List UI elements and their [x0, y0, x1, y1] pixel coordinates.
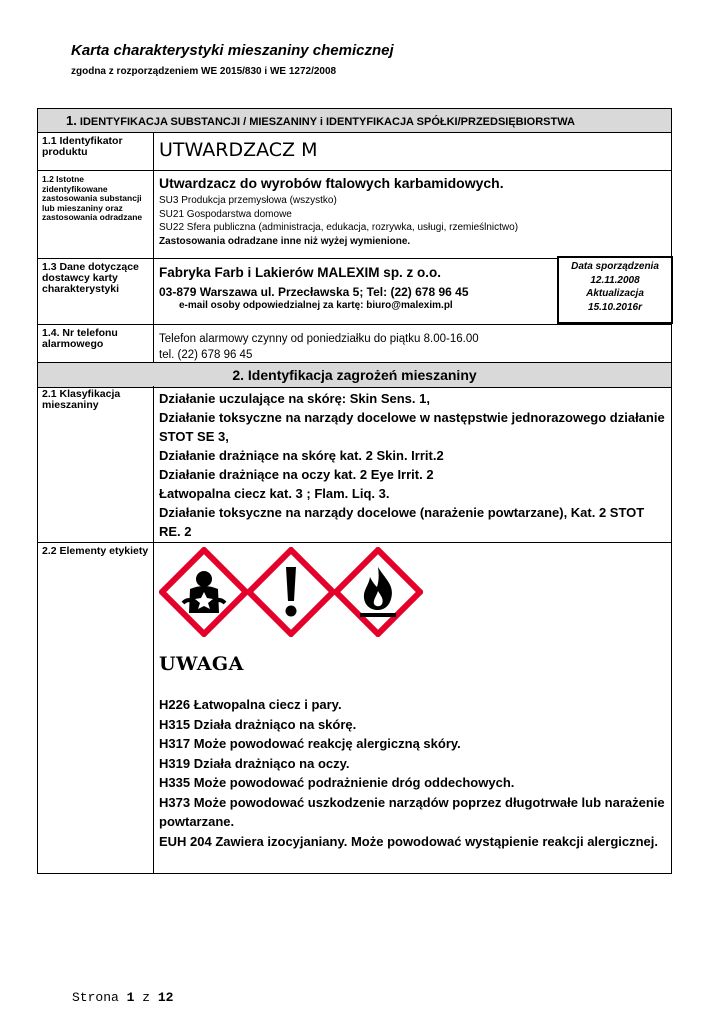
classification-label: 2.1 Klasyfikacja mieszaniny — [38, 386, 154, 542]
hazard-statement: H335 Może powodować podrażnienie dróg oddechowych. — [159, 775, 515, 790]
section1-number: 1. — [66, 113, 77, 128]
classification-line: Działanie toksyczne na narządy docelowe w następstwie jednorazowego działanie STOT SE 3, — [159, 410, 665, 444]
date-label: Data sporządzenia — [571, 261, 659, 272]
document-subtitle: zgodna z rozporządzeniem WE 2015/830 i WE 1272/2008 — [71, 66, 337, 77]
emergency-line1: Telefon alarmowy czynny od poniedziałku do piątku 8.00-16.00 — [159, 333, 479, 345]
health-hazard-icon — [159, 547, 249, 637]
update-value: 15.10.2016r — [588, 301, 642, 313]
company-email: e-mail osoby odpowiedzialnej za kartę: biuro@malexim.pl — [179, 300, 453, 311]
section1-title: IDENTYFIKACJA SUBSTANCJI / MIESZANINY i IDENTYFIKACJA SPÓŁKI/PRZEDSIĘBIORSTWA — [76, 116, 575, 128]
signal-word: UWAGA — [159, 653, 244, 675]
classification-line: Działanie drażniące na oczy kat. 2 Eye Irrit. 2 — [159, 467, 434, 482]
page-total: 12 — [157, 990, 174, 1005]
row-supplier — [38, 259, 671, 325]
hazard-statement: EUH 204 Zawiera izocyjaniany. Może powodować wystąpienie reakcji alergicznej. — [159, 833, 658, 849]
product-name: UTWARDZACZ M — [159, 139, 318, 161]
uses-item: SU22 Sfera publiczna (administracja, edukacja, rozrywka, usługi, rzemieślnictwo) — [159, 222, 519, 233]
hazard-statement: H319 Działa drażniąco na oczy. — [159, 755, 350, 771]
row-classification — [38, 386, 671, 543]
company-address: 03-879 Warszawa ul. Przecławska 5; Tel: (22) 678 96 45 — [159, 285, 469, 299]
hazard-statements — [159, 695, 667, 851]
row-emergency — [38, 325, 671, 362]
section1-header — [38, 109, 671, 133]
supplier-label: 1.3 Dane dotyczące dostawcy karty charakterystyki — [38, 259, 154, 324]
date-value: 12.11.2008 — [590, 274, 640, 286]
flame-icon — [333, 547, 423, 637]
label-elements-label: 2.2 Elementy etykiety — [38, 543, 154, 874]
uses-label: 1.2 Istotne zidentyfikowane zastosowania substancji lub mieszaniny oraz zastosowania odradzane — [38, 171, 154, 258]
classification-line: Działanie toksyczne na narządy docelowe (narażenie powtarzane), Kat. 2 STOT RE. 2 — [159, 505, 645, 539]
classification-line: Działanie drażniące na skórę kat. 2 Skin. Irrit.2 — [159, 448, 444, 463]
hazard-statement: H317 Może powodować reakcję alergiczną skóry. — [159, 736, 461, 751]
emergency-line2: tel. (22) 678 96 45 — [159, 349, 253, 361]
row-uses — [38, 171, 671, 259]
hazard-statement: H373 Może powodować uszkodzenie narządów poprzez długotrwałe lub narażenie powtarzane. — [159, 794, 665, 829]
row-label-elements — [38, 543, 671, 874]
of-word: z — [142, 990, 151, 1005]
date-box — [557, 256, 673, 324]
emergency-label: 1.4. Nr telefonu alarmowego — [38, 325, 154, 362]
uses-item: SU3 Produkcja przemysłowa (wszystko) — [159, 195, 337, 206]
uses-discouraged: Zastosowania odradzane inne niż wyżej wymienione. — [159, 235, 411, 247]
uses-item: SU21 Gospodarstwa domowe — [159, 208, 292, 220]
row-identifier — [38, 133, 671, 171]
sds-sheet — [37, 108, 672, 874]
page-footer — [72, 990, 173, 1005]
hazard-statement: H226 Łatwopalna ciecz i pary. — [159, 697, 342, 712]
uses-main: Utwardzacz do wyrobów ftalowych karbamidowych. — [159, 175, 504, 191]
update-label: Aktualizacja — [586, 288, 644, 299]
exclamation-mark-icon — [246, 547, 336, 637]
page-word: Strona — [72, 990, 119, 1005]
company-name: Fabryka Farb i Lakierów MALEXIM sp. z o.o. — [159, 265, 442, 280]
section2-header: 2. Identyfikacja zagrożeń mieszaniny — [38, 362, 671, 388]
classification-lines — [159, 389, 667, 541]
hazard-statement: H315 Działa drażniąco na skórę. — [159, 716, 357, 732]
classification-line: Działanie uczulające na skórę: Skin Sens. 1, — [159, 391, 430, 406]
classification-line: Łatwopalna ciecz kat. 3 ; Flam. Liq. 3. — [159, 486, 390, 501]
document-title: Karta charakterystyki mieszaniny chemicznej — [71, 42, 394, 59]
page-number: 1 — [126, 990, 135, 1005]
identifier-label: 1.1 Identyfikator produktu — [38, 133, 154, 170]
